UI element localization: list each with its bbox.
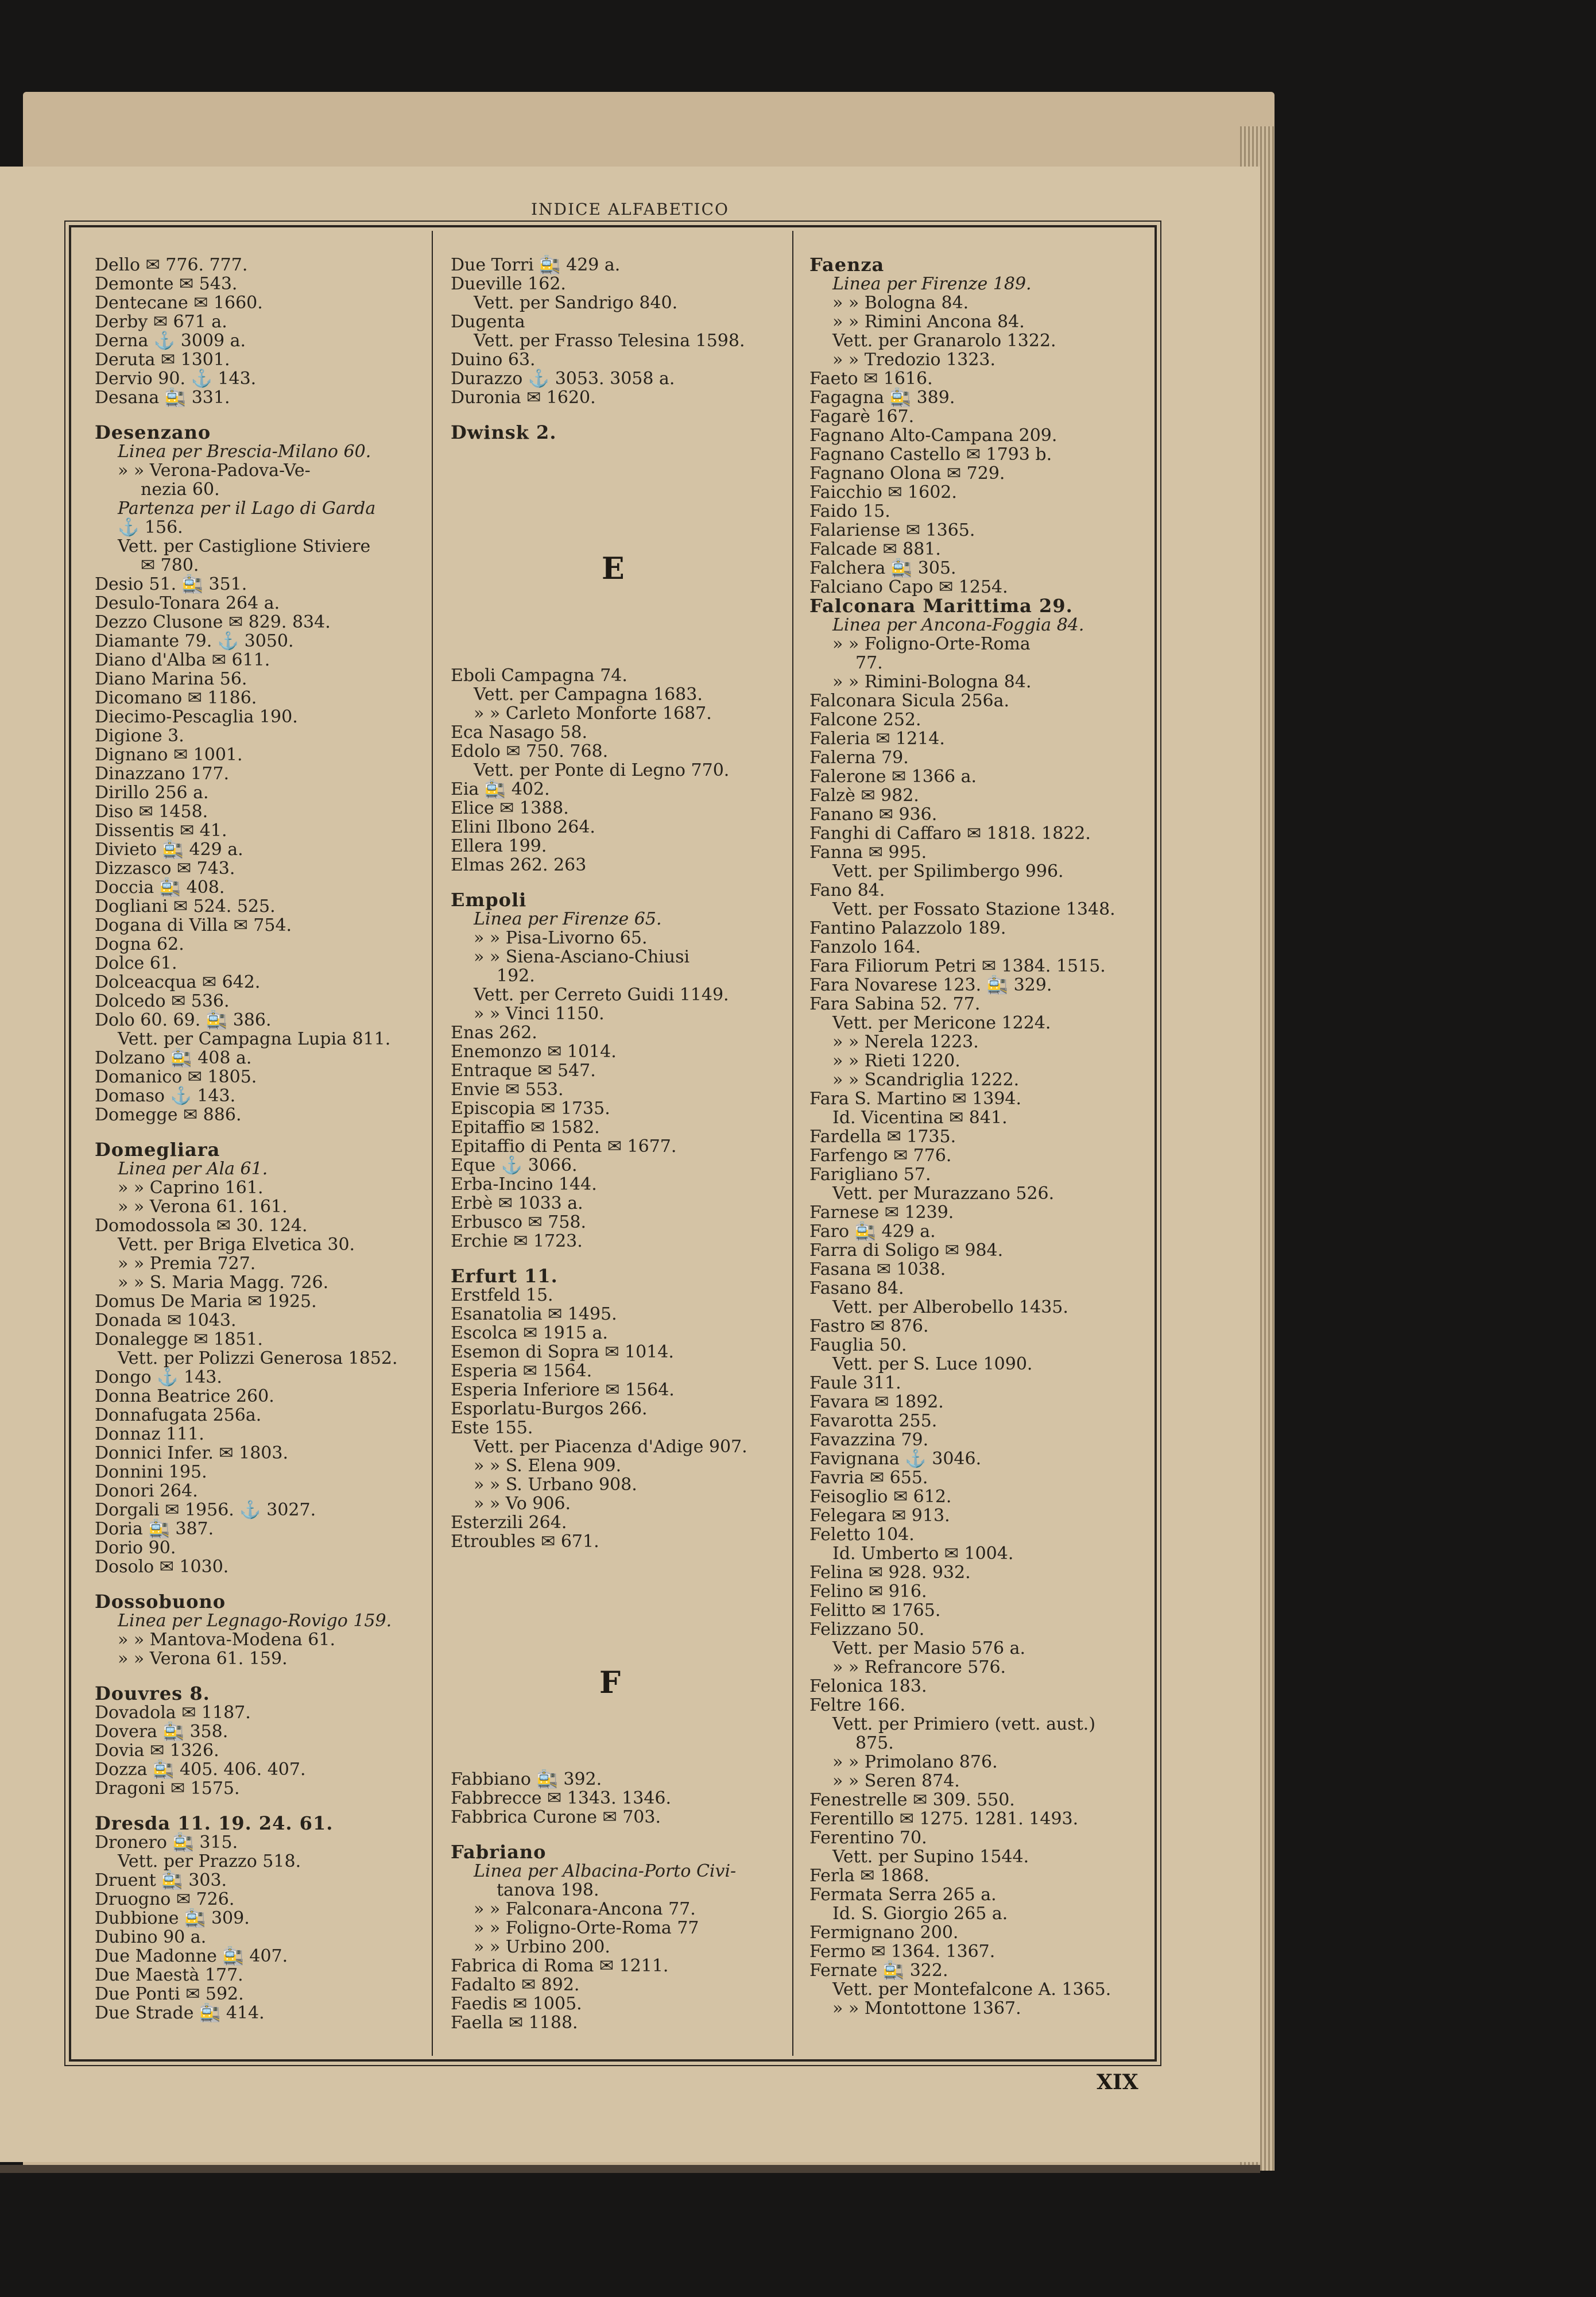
page-number: XIX	[1097, 2070, 1138, 2094]
index-entry: » » Carleto Monforte 1687.	[474, 703, 712, 724]
index-entry: » » Mantova-Modena 61.	[118, 1630, 335, 1650]
index-entry: Favria ✉ 655.	[809, 1468, 928, 1488]
index-entry: Dello ✉ 776. 777.	[95, 255, 248, 275]
index-entry: Domaso ⚓ 143.	[95, 1086, 236, 1106]
index-entry: Vett. per Supino 1544.	[832, 1847, 1029, 1867]
index-entry: Id. Umberto ✉ 1004.	[832, 1544, 1014, 1564]
column-2-f	[451, 1770, 781, 2032]
index-entry: » » Scandriglia 1222.	[832, 1070, 1020, 1090]
index-entry: Dosolo ✉ 1030.	[95, 1557, 229, 1577]
index-entry: Dovadola ✉ 1187.	[95, 1703, 251, 1723]
index-entry: Falzè ✉ 982.	[809, 786, 919, 806]
index-entry: Fardella ✉ 1735.	[809, 1127, 956, 1147]
index-entry: Falerone ✉ 1366 a.	[809, 767, 977, 787]
index-entry: Due Madonne 🚉 407.	[95, 1946, 288, 1966]
index-entry: Dicomano ✉ 1186.	[95, 688, 257, 708]
index-entry: Faeto ✉ 1616.	[809, 369, 933, 389]
index-entry: Vett. per Ponte di Legno 770.	[474, 760, 730, 780]
index-entry: Fabrica di Roma ✉ 1211.	[451, 1956, 669, 1976]
index-entry: Duronia ✉ 1620.	[451, 388, 596, 408]
index-entry: Edolo ✉ 750. 768.	[451, 741, 609, 761]
index-entry: Diamante 79. ⚓ 3050.	[95, 631, 294, 651]
index-entry: Vett. per Fossato Stazione 1348.	[832, 899, 1115, 919]
index-entry: Fanghi di Caffaro ✉ 1818. 1822.	[809, 823, 1091, 844]
index-entry: Deruta ✉ 1301.	[95, 350, 230, 370]
index-entry: Erstfeld 15.	[451, 1285, 553, 1305]
index-entry: Eboli Campagna 74.	[451, 666, 627, 686]
index-entry: Felizzano 50.	[809, 1619, 925, 1639]
index-entry: Fenestrelle ✉ 309. 550.	[809, 1790, 1015, 1810]
index-entry: Vett. per Spilimbergo 996.	[832, 861, 1064, 881]
index-entry: Linea per Ancona-Foggia 84.	[832, 615, 1084, 635]
index-entry: Doccia 🚉 408.	[95, 877, 225, 898]
index-entry: Farfengo ✉ 776.	[809, 1146, 952, 1166]
index-entry: Felina ✉ 928. 932.	[809, 1563, 971, 1583]
index-entry: » » Rieti 1220.	[832, 1051, 960, 1071]
index-entry: Domegge ✉ 886.	[95, 1105, 242, 1125]
index-entry: Dragoni ✉ 1575.	[95, 1778, 240, 1799]
index-entry: Ellera 199.	[451, 836, 547, 856]
index-entry: Vett. per Prazzo 518.	[118, 1851, 301, 1871]
index-entry: Fagnano Olona ✉ 729.	[809, 463, 1005, 484]
index-entry: Dentecane ✉ 1660.	[95, 293, 263, 313]
index-entry: » » Verona 61. 161.	[118, 1197, 288, 1217]
index-entry: Dervio 90. ⚓ 143.	[95, 369, 257, 389]
index-entry: » » Seren 874.	[832, 1771, 960, 1791]
index-entry: Vett. per Campagna 1683.	[474, 685, 703, 705]
index-entry: Fermo ✉ 1364. 1367.	[809, 1942, 995, 1962]
index-entry: Donna Beatrice 260.	[95, 1386, 274, 1406]
index-entry: Episcopia ✉ 1735.	[451, 1099, 610, 1119]
index-entry: Vett. per Primiero (vett. aust.)	[832, 1714, 1096, 1734]
index-entry: Fara Sabina 52. 77.	[809, 994, 981, 1014]
index-entry: Dissentis ✉ 41.	[95, 821, 227, 841]
index-entry: Fernate 🚉 322.	[809, 1960, 948, 1981]
index-entry: Epitaffio ✉ 1582.	[451, 1117, 600, 1138]
index-entry: Vett. per Frasso Telesina 1598.	[474, 331, 745, 351]
index-entry: Faule 311.	[809, 1373, 901, 1393]
index-entry: Divieto 🚉 429 a.	[95, 840, 243, 860]
index-entry: Esporlatu-Burgos 266.	[451, 1399, 648, 1419]
index-entry: Id. Vicentina ✉ 841.	[832, 1108, 1008, 1128]
index-entry: Farra di Soligo ✉ 984.	[809, 1240, 1004, 1260]
section-letter-f: F	[599, 1665, 621, 1700]
index-entry: Dronero 🚉 315.	[95, 1832, 238, 1853]
index-entry: Linea per Legnago-Rovigo 159.	[118, 1611, 392, 1631]
index-entry: » » S. Elena 909.	[474, 1456, 622, 1476]
index-entry: Vett. per Piacenza d'Adige 907.	[474, 1437, 747, 1457]
section-letter-e: E	[602, 551, 625, 586]
index-entry: » » Siena-Asciano-Chiusi	[474, 947, 690, 967]
index-entry: Favignana ⚓ 3046.	[809, 1449, 982, 1469]
running-head: INDICE ALFABETICO	[531, 200, 729, 219]
index-entry: Vett. per Cerreto Guidi 1149.	[474, 985, 729, 1005]
index-entry: » » Montottone 1367.	[832, 1998, 1021, 2018]
index-entry: » » Verona-Padova-Ve-	[118, 461, 311, 481]
index-heading: Dwinsk 2.	[451, 421, 557, 443]
index-entry: Vett. per Murazzano 526.	[832, 1184, 1055, 1204]
index-entry: Dueville 162.	[451, 274, 566, 294]
index-entry: Fabbiano 🚉 392.	[451, 1769, 602, 1789]
index-entry: Vett. per Masio 576 a.	[832, 1638, 1026, 1658]
index-entry: Dogana di Villa ✉ 754.	[95, 915, 292, 935]
column-2-d	[451, 256, 781, 442]
index-entry: Felitto ✉ 1765.	[809, 1600, 941, 1621]
index-heading: Desenzano	[95, 421, 211, 443]
index-entry: Doria 🚉 387.	[95, 1519, 214, 1539]
index-entry: Elmas 262. 263	[451, 855, 587, 875]
index-entry: Desana 🚉 331.	[95, 388, 230, 408]
index-entry: Faido 15.	[809, 501, 890, 521]
index-entry: Dogna 62.	[95, 934, 184, 954]
index-entry: Vett. per Mericone 1224.	[832, 1013, 1051, 1033]
index-entry: Vett. per Castiglione Stiviere	[118, 536, 371, 556]
index-entry: Fagagna 🚉 389.	[809, 388, 955, 408]
index-entry: Diso ✉ 1458.	[95, 802, 208, 822]
index-entry: Fanna ✉ 995.	[809, 842, 927, 863]
index-entry: Fadalto ✉ 892.	[451, 1975, 580, 1995]
index-entry: Ferentillo ✉ 1275. 1281. 1493.	[809, 1809, 1079, 1829]
index-entry: Erbè ✉ 1033 a.	[451, 1193, 583, 1213]
column-rule	[792, 231, 793, 2056]
index-entry: Dignano ✉ 1001.	[95, 745, 243, 765]
index-entry: Id. S. Giorgio 265 a.	[832, 1904, 1008, 1924]
index-entry: Due Strade 🚉 414.	[95, 2003, 265, 2023]
index-entry: » » Primolano 876.	[832, 1752, 998, 1772]
column-1	[95, 256, 425, 2023]
index-entry: Fara S. Martino ✉ 1394.	[809, 1089, 1022, 1109]
index-entry: Vett. per Granarolo 1322.	[832, 331, 1056, 351]
index-entry: Eque ⚓ 3066.	[451, 1155, 578, 1175]
index-entry: Donnafugata 256a.	[95, 1405, 262, 1425]
index-entry: Falariense ✉ 1365.	[809, 520, 975, 540]
index-entry: Faleria ✉ 1214.	[809, 729, 945, 749]
index-entry: Donnini 195.	[95, 1462, 207, 1482]
index-entry: Eia 🚉 402.	[451, 779, 550, 799]
index-entry: Dolo 60. 69. 🚉 386.	[95, 1010, 272, 1030]
index-entry: Linea per Ala 61.	[118, 1159, 268, 1179]
index-entry: Enemonzo ✉ 1014.	[451, 1042, 617, 1062]
index-heading: Douvres 8.	[95, 1683, 210, 1704]
index-entry: Este 155.	[451, 1418, 533, 1438]
index-entry: Felegara ✉ 913.	[809, 1506, 950, 1526]
index-entry: Fagnano Castello ✉ 1793 b.	[809, 444, 1052, 465]
index-entry: Favara ✉ 1892.	[809, 1392, 944, 1412]
index-entry: ⚓ 156.	[118, 517, 183, 537]
index-entry: Donnaz 111.	[95, 1424, 204, 1444]
index-heading: Dossobuono	[95, 1591, 226, 1612]
index-entry: Favazzina 79.	[809, 1430, 929, 1450]
index-entry: Esperia Inferiore ✉ 1564.	[451, 1380, 675, 1400]
index-entry: » » Refrancore 576.	[832, 1657, 1006, 1677]
column-3	[809, 256, 1142, 2018]
column-rule	[432, 231, 433, 2056]
index-entry: Dovera 🚉 358.	[95, 1722, 228, 1742]
index-entry: Enas 262.	[451, 1023, 537, 1043]
index-entry: Dolceacqua ✉ 642.	[95, 972, 261, 992]
index-entry: Fagnano Alto-Campana 209.	[809, 426, 1057, 446]
index-entry: 875.	[855, 1733, 894, 1753]
index-entry: Fabbrica Curone ✉ 703.	[451, 1807, 661, 1827]
index-entry: Diecimo-Pescaglia 190.	[95, 707, 298, 727]
index-entry: Linea per Firenze 189.	[832, 274, 1032, 294]
index-heading: Domegliara	[95, 1139, 220, 1161]
index-entry: Faicchio ✉ 1602.	[809, 482, 957, 502]
index-entry: Dugenta	[451, 312, 525, 332]
index-entry: Fastro ✉ 876.	[809, 1316, 929, 1336]
index-entry: 77.	[855, 653, 883, 673]
index-entry: Fabbrecce ✉ 1343. 1346.	[451, 1788, 672, 1808]
index-heading: Empoli	[451, 889, 527, 911]
index-entry: Escolca ✉ 1915 a.	[451, 1323, 608, 1343]
index-entry: Derna ⚓ 3009 a.	[95, 331, 246, 351]
index-entry: Fermata Serra 265 a.	[809, 1885, 997, 1905]
index-entry: » » Foligno-Orte-Roma	[832, 634, 1031, 654]
index-entry: Desulo-Tonara 264 a.	[95, 593, 280, 613]
index-entry: » » Vo 906.	[474, 1494, 571, 1514]
index-entry: » » Pisa-Livorno 65.	[474, 928, 648, 948]
index-entry: Dovia ✉ 1326.	[95, 1741, 219, 1761]
index-entry: nezia 60.	[141, 479, 220, 500]
index-entry: Dogliani ✉ 524. 525.	[95, 896, 276, 917]
index-entry: Eca Nasago 58.	[451, 722, 588, 743]
index-entry: Due Ponti ✉ 592.	[95, 1984, 244, 2004]
index-entry: » » Verona 61. 159.	[118, 1649, 288, 1669]
index-entry: Dinazzano 177.	[95, 764, 230, 784]
index-entry: Fantino Palazzolo 189.	[809, 918, 1006, 938]
index-entry: Erbusco ✉ 758.	[451, 1212, 587, 1232]
index-entry: Dolcedo ✉ 536.	[95, 991, 230, 1011]
index-entry: Envie ✉ 553.	[451, 1080, 564, 1100]
index-entry: Dozza 🚉 405. 406. 407.	[95, 1760, 306, 1780]
index-entry: Ferentino 70.	[809, 1828, 927, 1848]
column-2-e	[451, 666, 781, 1551]
index-entry: Erchie ✉ 1723.	[451, 1231, 583, 1251]
index-entry: Dorio 90.	[95, 1538, 176, 1558]
index-entry: Falcade ✉ 881.	[809, 539, 941, 559]
index-entry: Duino 63.	[451, 350, 536, 370]
index-entry: Due Maestà 177.	[95, 1965, 243, 1985]
index-entry: ✉ 780.	[141, 555, 199, 575]
index-entry: Domodossola ✉ 30. 124.	[95, 1216, 308, 1236]
index-entry: Vett. per Montefalcone A. 1365.	[832, 1979, 1111, 2000]
index-entry: Druent 🚉 303.	[95, 1870, 227, 1890]
index-entry: » » S. Maria Magg. 726.	[118, 1273, 329, 1293]
index-entry: Durazzo ⚓ 3053. 3058 a.	[451, 369, 675, 389]
index-heading: Erfurt 11.	[451, 1265, 558, 1287]
index-entry: Donalegge ✉ 1851.	[95, 1329, 263, 1349]
index-entry: Epitaffio di Penta ✉ 1677.	[451, 1136, 677, 1157]
index-entry: Farigliano 57.	[809, 1165, 931, 1185]
index-entry: Vett. per Alberobello 1435.	[832, 1297, 1068, 1317]
index-entry: Diano d'Alba ✉ 611.	[95, 650, 270, 670]
index-entry: Desio 51. 🚉 351.	[95, 574, 247, 594]
index-entry: Faedis ✉ 1005.	[451, 1994, 582, 2014]
index-entry: Felonica 183.	[809, 1676, 927, 1696]
index-entry: Elini Ilbono 264.	[451, 817, 595, 837]
index-entry: 192.	[497, 966, 535, 986]
index-entry: Erba-Incino 144.	[451, 1174, 597, 1194]
index-entry: Vett. per Briga Elvetica 30.	[118, 1235, 355, 1255]
index-entry: Digione 3.	[95, 726, 184, 746]
index-entry: Donori 264.	[95, 1481, 198, 1501]
index-entry: Felino ✉ 916.	[809, 1581, 927, 1602]
index-heading: Faenza	[809, 254, 885, 276]
index-entry: Etroubles ✉ 671.	[451, 1532, 599, 1552]
index-entry: Dongo ⚓ 143.	[95, 1367, 222, 1387]
index-entry: Faro 🚉 429 a.	[809, 1221, 936, 1242]
index-entry: Dizzasco ✉ 743.	[95, 859, 235, 879]
index-entry: Demonte ✉ 543.	[95, 274, 238, 294]
index-entry: Fano 84.	[809, 880, 885, 900]
index-heading: Falconara Marittima 29.	[809, 595, 1073, 617]
index-entry: Farnese ✉ 1239.	[809, 1202, 954, 1223]
index-entry: Esperia ✉ 1564.	[451, 1361, 592, 1381]
index-entry: Dolce 61.	[95, 953, 177, 973]
index-entry: Esanatolia ✉ 1495.	[451, 1304, 617, 1324]
index-entry: » » Bologna 84.	[832, 293, 969, 313]
index-entry: Falciano Capo ✉ 1254.	[809, 577, 1008, 597]
index-entry: Favarotta 255.	[809, 1411, 938, 1431]
index-entry: » » Urbino 200.	[474, 1937, 610, 1957]
index-entry: Feltre 166.	[809, 1695, 906, 1715]
index-entry: » » Tredozio 1323.	[832, 350, 996, 370]
index-entry: Linea per Brescia-Milano 60.	[118, 442, 371, 462]
index-entry: Falconara Sicula 256a.	[809, 691, 1010, 711]
index-entry: Dorgali ✉ 1956. ⚓ 3027.	[95, 1500, 316, 1520]
index-entry: Falerna 79.	[809, 748, 909, 768]
index-entry: Falcone 252.	[809, 710, 921, 730]
index-entry: Fara Novarese 123. 🚉 329.	[809, 975, 1052, 995]
index-heading: Dresda 11. 19. 24. 61.	[95, 1812, 334, 1834]
index-entry: Donada ✉ 1043.	[95, 1310, 237, 1331]
index-entry: » » Rimini-Bologna 84.	[832, 672, 1032, 692]
index-entry: tanova 198.	[497, 1880, 599, 1900]
index-entry: Donnici Infer. ✉ 1803.	[95, 1443, 288, 1463]
index-entry: Fermignano 200.	[809, 1923, 959, 1943]
index-entry: » » S. Urbano 908.	[474, 1475, 637, 1495]
index-entry: Entraque ✉ 547.	[451, 1061, 596, 1081]
index-entry: » » Foligno-Orte-Roma 77	[474, 1918, 699, 1938]
index-entry: Fara Filiorum Petri ✉ 1384. 1515.	[809, 956, 1106, 976]
index-entry: Fasano 84.	[809, 1278, 904, 1298]
index-entry: Domus De Maria ✉ 1925.	[95, 1291, 317, 1312]
index-entry: Feisoglio ✉ 612.	[809, 1487, 952, 1507]
index-entry: Partenza per il Lago di Garda	[118, 498, 376, 519]
index-entry: Druogno ✉ 726.	[95, 1889, 235, 1909]
index-entry: Vett. per S. Luce 1090.	[832, 1354, 1033, 1374]
index-entry: Vett. per Polizzi Generosa 1852.	[118, 1348, 398, 1368]
index-entry: » » Nerela 1223.	[832, 1032, 979, 1052]
index-entry: Dezzo Clusone ✉ 829. 834.	[95, 612, 331, 632]
index-entry: Dirillo 256 a.	[95, 783, 209, 803]
index-heading: Fabriano	[451, 1841, 547, 1863]
index-entry: Fanano ✉ 936.	[809, 805, 938, 825]
index-entry: Dubino 90 a.	[95, 1927, 207, 1947]
index-entry: » » Caprino 161.	[118, 1178, 264, 1198]
index-entry: Feletto 104.	[809, 1525, 915, 1545]
index-entry: Esterzili 264.	[451, 1513, 567, 1533]
index-entry: Fasana ✉ 1038.	[809, 1259, 946, 1279]
index-entry: » » Rimini Ancona 84.	[832, 312, 1025, 332]
index-entry: Domanico ✉ 1805.	[95, 1067, 257, 1087]
index-entry: Due Torri 🚉 429 a.	[451, 255, 621, 275]
page-bottom-edge	[0, 2165, 1260, 2173]
index-entry: Fauglia 50.	[809, 1335, 907, 1355]
index-entry: Vett. per Sandrigo 840.	[474, 293, 678, 313]
index-entry: Linea per Firenze 65.	[474, 909, 662, 929]
index-entry: Faella ✉ 1188.	[451, 2013, 578, 2033]
index-entry: Dolzano 🚉 408 a.	[95, 1048, 252, 1068]
index-entry: Fanzolo 164.	[809, 937, 921, 957]
index-entry: Ferla ✉ 1868.	[809, 1866, 929, 1886]
index-entry: Falchera 🚉 305.	[809, 558, 956, 578]
index-entry: Linea per Albacina-Porto Civi-	[474, 1861, 737, 1881]
index-entry: Esemon di Sopra ✉ 1014.	[451, 1342, 674, 1362]
index-entry: Elice ✉ 1388.	[451, 798, 569, 818]
index-entry: » » Falconara-Ancona 77.	[474, 1899, 696, 1919]
index-entry: Fagarè 167.	[809, 407, 915, 427]
index-entry: » » Vinci 1150.	[474, 1004, 605, 1024]
index-entry: Dubbione 🚉 309.	[95, 1908, 250, 1928]
index-entry: Derby ✉ 671 a.	[95, 312, 227, 332]
index-entry: » » Premia 727.	[118, 1254, 256, 1274]
index-entry: Diano Marina 56.	[95, 669, 247, 689]
index-entry: Vett. per Campagna Lupia 811.	[118, 1029, 391, 1049]
